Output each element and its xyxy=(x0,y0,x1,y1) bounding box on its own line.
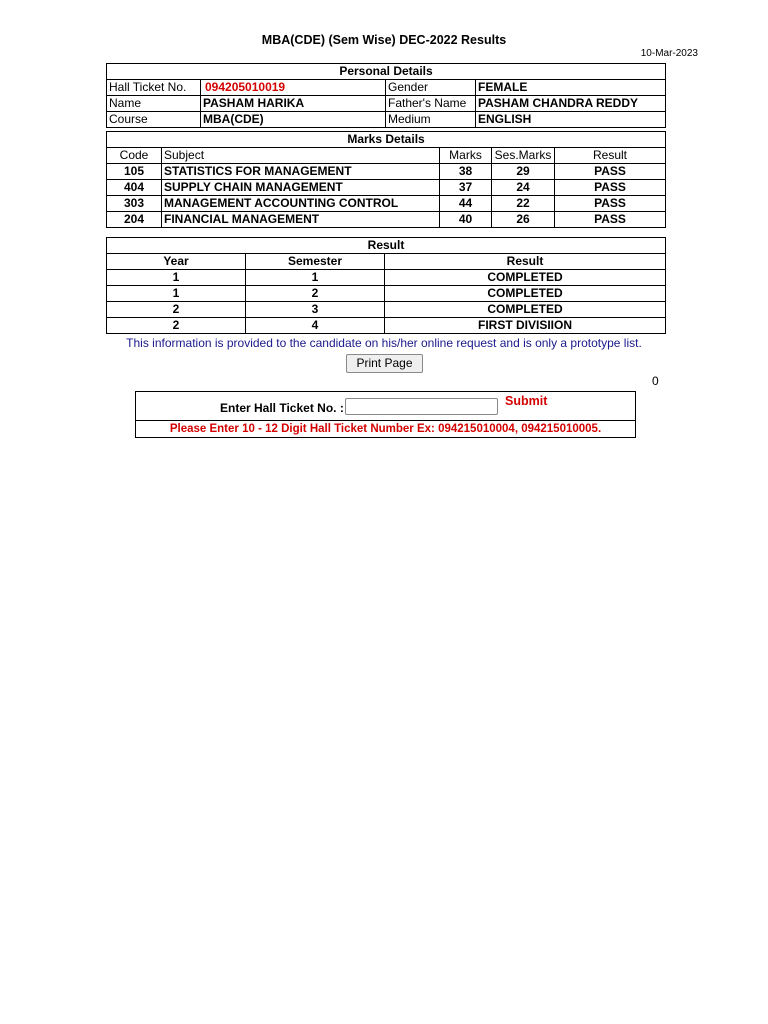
medium-value: ENGLISH xyxy=(476,112,666,128)
code-header: Code xyxy=(107,148,162,164)
result-date: 10-Mar-2023 xyxy=(640,48,698,59)
subject-marks: 38 xyxy=(440,164,492,180)
subject-name: SUPPLY CHAIN MANAGEMENT xyxy=(162,180,440,196)
result-status: COMPLETED xyxy=(385,302,666,318)
result-status: COMPLETED xyxy=(385,286,666,302)
father-name-label: Father's Name xyxy=(386,96,476,112)
result-semester: 4 xyxy=(246,318,385,334)
subject-header: Subject xyxy=(162,148,440,164)
print-page-button[interactable]: Print Page xyxy=(346,354,423,373)
gender-value: FEMALE xyxy=(476,80,666,96)
hall-ticket-value: 094205010019 xyxy=(201,80,386,96)
subject-marks: 44 xyxy=(440,196,492,212)
hall-ticket-input-label: Enter Hall Ticket No. : xyxy=(220,401,344,415)
subject-code: 303 xyxy=(107,196,162,212)
result-status: FIRST DIVISIION xyxy=(385,318,666,334)
subject-ses-marks: 29 xyxy=(492,164,555,180)
father-name-value: PASHAM CHANDRA REDDY xyxy=(476,96,666,112)
semester-header: Semester xyxy=(246,254,385,270)
result-status: COMPLETED xyxy=(385,270,666,286)
result-semester: 1 xyxy=(246,270,385,286)
subject-code: 105 xyxy=(107,164,162,180)
result-heading: Result xyxy=(107,238,666,254)
subject-name: MANAGEMENT ACCOUNTING CONTROL xyxy=(162,196,440,212)
submit-button[interactable]: Submit xyxy=(505,394,548,408)
hall-ticket-input[interactable] xyxy=(345,398,498,415)
subject-ses-marks: 22 xyxy=(492,196,555,212)
course-label: Course xyxy=(107,112,201,128)
hall-ticket-hint: Please Enter 10 - 12 Digit Hall Ticket Number Ex: 094215010004, 094215010005. xyxy=(169,423,602,435)
table-row xyxy=(107,286,666,302)
medium-label: Medium xyxy=(386,112,476,128)
table-row xyxy=(107,196,666,212)
gender-label: Gender xyxy=(386,80,476,96)
subject-code: 404 xyxy=(107,180,162,196)
table-row xyxy=(107,302,666,318)
table-row xyxy=(107,318,666,334)
result-year: 2 xyxy=(107,302,246,318)
subject-result: PASS xyxy=(555,212,666,228)
name-value: PASHAM HARIKA xyxy=(201,96,386,112)
year-header: Year xyxy=(107,254,246,270)
name-label: Name xyxy=(107,96,201,112)
subject-ses-marks: 26 xyxy=(492,212,555,228)
result-status-header: Result xyxy=(385,254,666,270)
marks-header: Marks xyxy=(440,148,492,164)
page-title: MBA(CDE) (Sem Wise) DEC-2022 Results xyxy=(261,33,507,47)
result-table xyxy=(106,237,666,334)
subject-result: PASS xyxy=(555,196,666,212)
visit-counter: 0 xyxy=(652,374,659,388)
table-row xyxy=(107,270,666,286)
ses-marks-header: Ses.Marks xyxy=(492,148,555,164)
subject-marks: 40 xyxy=(440,212,492,228)
subject-result: PASS xyxy=(555,180,666,196)
marks-details-heading: Marks Details xyxy=(107,132,666,148)
subject-marks: 37 xyxy=(440,180,492,196)
result-year: 1 xyxy=(107,270,246,286)
subject-code: 204 xyxy=(107,212,162,228)
result-year: 2 xyxy=(107,318,246,334)
subject-name: STATISTICS FOR MANAGEMENT xyxy=(162,164,440,180)
subject-result: PASS xyxy=(555,164,666,180)
personal-details-table xyxy=(106,63,666,128)
table-row xyxy=(107,180,666,196)
result-semester: 3 xyxy=(246,302,385,318)
personal-details-heading: Personal Details xyxy=(107,64,666,80)
subject-name: FINANCIAL MANAGEMENT xyxy=(162,212,440,228)
hall-ticket-label: Hall Ticket No. xyxy=(107,80,201,96)
subject-ses-marks: 24 xyxy=(492,180,555,196)
marks-details-table xyxy=(106,131,666,228)
prototype-notice: This information is provided to the candidate on his/her online request and is only a prototype list. xyxy=(126,336,642,350)
result-semester: 2 xyxy=(246,286,385,302)
result-header: Result xyxy=(555,148,666,164)
table-row xyxy=(107,212,666,228)
result-year: 1 xyxy=(107,286,246,302)
hall-ticket-search-form xyxy=(135,391,636,438)
course-value: MBA(CDE) xyxy=(201,112,386,128)
table-row xyxy=(107,164,666,180)
